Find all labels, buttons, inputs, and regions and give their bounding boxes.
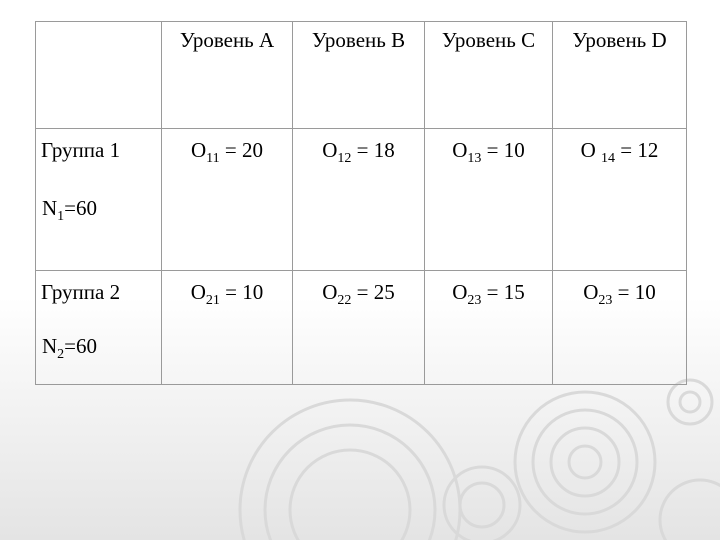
value-cell: $O_{23} = 15$ <box>425 271 553 385</box>
value-cell: $O_{13} = 10$ <box>425 129 553 271</box>
table-row-group-2 <box>36 271 687 385</box>
corner-cell <box>36 22 162 129</box>
header-row <box>36 22 687 129</box>
column-header-label: Уровень A <box>179 28 275 52</box>
column-header-label: Уровень D <box>572 28 667 52</box>
value-cell: $O_{23} = 10$ <box>553 271 687 385</box>
group-size: $N_2=60$ <box>42 334 98 362</box>
levels-table <box>35 21 687 385</box>
group-size: $N_1=60$ <box>42 196 98 224</box>
value-cell: O $_{14}$ = 12 <box>553 129 687 271</box>
value-cell: $O_{11} = 20$ <box>162 129 293 271</box>
value-cell: $O_{22} = 25$ <box>293 271 425 385</box>
group-label: Группа 1 <box>41 138 121 162</box>
value-cell: $O_{21} = 10$ <box>162 271 293 385</box>
value-cell: $O_{12} = 18$ <box>293 129 425 271</box>
column-header <box>425 22 553 129</box>
column-header <box>162 22 293 129</box>
table-row-group-1 <box>36 129 687 271</box>
data-table-container <box>35 21 686 384</box>
column-header-label: Уровень B <box>311 28 406 52</box>
group-cell <box>36 129 162 271</box>
column-header <box>293 22 425 129</box>
group-cell <box>36 271 162 385</box>
group-label: Группа 2 <box>41 280 121 304</box>
column-header <box>553 22 687 129</box>
column-header-label: Уровень C <box>441 28 536 52</box>
